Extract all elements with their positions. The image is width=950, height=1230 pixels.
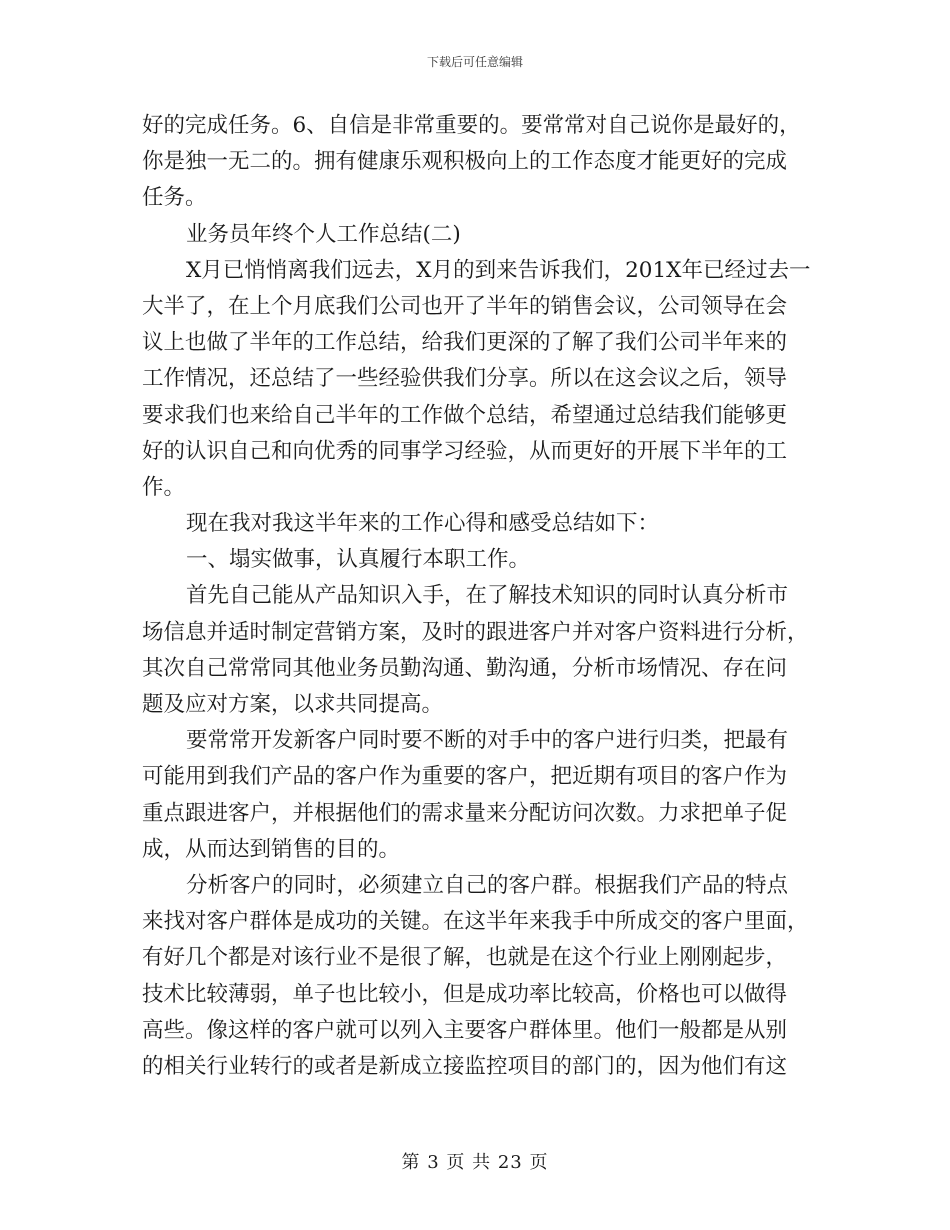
- body-line: 的相关行业转行的或者是新成立接监控项目的部门的，因为他们有这: [142, 1053, 788, 1079]
- document-body: [142, 108, 810, 1085]
- body-line: 有好几个都是对该行业不是很了解，也就是在这个行业上刚刚起步，: [142, 945, 788, 971]
- body-line: 要常常开发新客户同时要不断的对手中的客户进行归类，把最有: [186, 728, 789, 754]
- section-heading: 业务员年终个人工作总结(二): [186, 221, 461, 247]
- body-line: 可能用到我们产品的客户作为重要的客户，把近期有项目的客户作为: [142, 764, 788, 790]
- body-line: 成，从而达到销售的目的。: [142, 836, 401, 862]
- body-line: 你是独一无二的。拥有健康乐观积极向上的工作态度才能更好的完成: [142, 149, 788, 175]
- body-line: 其次自己常常同其他业务员勤沟通、勤沟通，分析市场情况、存在问: [142, 655, 788, 681]
- body-line: 好的完成任务。6、自信是非常重要的。要常常对自己说你是最好的，: [142, 113, 801, 138]
- body-line: 首先自己能从产品知识入手，在了解技术知识的同时认真分析市: [186, 583, 789, 609]
- page-header-note: 下载后可任意编辑: [426, 55, 523, 69]
- body-line: 来找对客户群体是成功的关键。在这半年来我手中所成交的客户里面，: [142, 909, 809, 935]
- body-line: 任务。: [142, 185, 207, 211]
- page-number-footer: 第 3 页 共 23 页: [401, 1152, 549, 1173]
- body-line: 技术比较薄弱，单子也比较小，但是成功率比较高，价格也可以做得: [142, 981, 788, 1007]
- body-line: 题及应对方案，以求共同提高。: [142, 692, 444, 717]
- body-line: 现在我对我这半年来的工作心得和感受总结如下：: [186, 511, 660, 537]
- body-line: X月已悄悄离我们远去，X月的到来告诉我们，201X年已经过去一: [186, 257, 811, 283]
- body-line: 场信息并适时制定营销方案，及时的跟进客户并对客户资料进行分析，: [142, 619, 809, 645]
- body-line: 议上也做了半年的工作总结，给我们更深的了解了我们公司半年来的: [142, 330, 788, 356]
- body-line: 工作情况，还总结了一些经验供我们分享。所以在这会议之后，领导: [142, 366, 788, 392]
- body-line: 要求我们也来给自己半年的工作做个总结，希望通过总结我们能够更: [142, 402, 788, 428]
- subsection-heading: 一、塌实做事，认真履行本职工作。: [186, 547, 531, 573]
- body-line: 重点跟进客户，并根据他们的需求量来分配访问次数。力求把单子促: [142, 800, 788, 826]
- body-line: 高些。像这样的客户就可以列入主要客户群体里。他们一般都是从别: [142, 1017, 788, 1043]
- body-line: 好的认识自己和向优秀的同事学习经验，从而更好的开展下半年的工: [142, 438, 788, 464]
- body-line: 大半了，在上个月底我们公司也开了半年的销售会议，公司领导在会: [142, 293, 788, 319]
- body-line: 作。: [142, 474, 186, 500]
- body-line: 分析客户的同时，必须建立自己的客户群。根据我们产品的特点: [186, 872, 789, 898]
